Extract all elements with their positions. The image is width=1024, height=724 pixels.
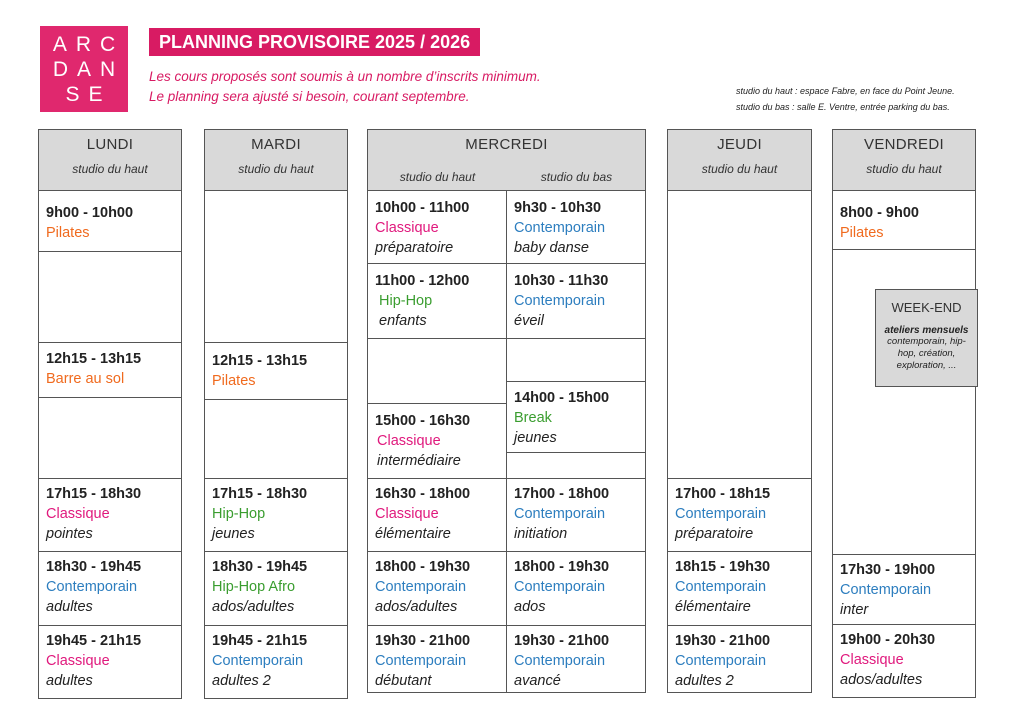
class-level: élémentaire <box>675 599 751 615</box>
slot-cell <box>39 552 181 626</box>
slot-cell <box>368 264 506 339</box>
day-name: MERCREDI <box>465 136 548 153</box>
slot-cell <box>507 382 645 453</box>
class-entry <box>833 203 975 243</box>
studio-label: studio du haut <box>72 162 148 176</box>
class-style: Pilates <box>212 373 256 389</box>
studio-label: studio du haut <box>866 162 942 176</box>
empty-slot <box>205 190 347 343</box>
class-entry <box>39 631 181 691</box>
weekend-description: contemporain, hip-hop, création, exploration, ... <box>887 336 966 371</box>
class-level: ados <box>514 599 546 615</box>
class-time: 18h15 - 19h30 <box>675 559 771 575</box>
class-entry <box>668 631 811 691</box>
info-note-line-2: Le planning sera ajusté si besoin, courant septembre. <box>149 89 470 104</box>
class-style: Classique <box>46 506 110 522</box>
class-entry <box>39 349 181 389</box>
class-style: Classique <box>375 220 439 236</box>
day-column-mardi <box>204 129 348 699</box>
class-entry <box>39 203 181 243</box>
day-column-mercredi <box>367 129 646 693</box>
day-header <box>368 130 645 191</box>
empty-slot <box>507 339 645 382</box>
slot-cell <box>39 343 181 398</box>
day-header <box>668 130 811 191</box>
class-entry <box>507 388 645 448</box>
class-style: Contemporain <box>514 220 606 236</box>
class-entry <box>368 557 506 617</box>
class-style: Contemporain <box>212 653 304 669</box>
slot-cell <box>833 190 975 250</box>
slot-cell <box>507 264 645 339</box>
page-title: PLANNING PROVISOIRE 2025 / 2026 <box>149 28 480 56</box>
class-entry <box>668 484 811 544</box>
class-level: enfants <box>379 313 427 329</box>
class-style: Contemporain <box>375 579 467 595</box>
studio-label: studio du haut <box>701 162 778 176</box>
day-column-lundi <box>38 129 182 699</box>
day-name: JEUDI <box>717 136 762 153</box>
class-style: Classique <box>840 652 904 668</box>
empty-slot <box>668 190 811 479</box>
class-style: Contemporain <box>675 579 767 595</box>
class-style: Hip-Hop Afro <box>212 579 296 595</box>
slot-cell <box>507 190 645 264</box>
slot-cell <box>833 555 975 625</box>
class-level: baby danse <box>514 240 589 256</box>
class-time: 10h30 - 11h30 <box>514 273 609 289</box>
slot-cell <box>668 552 811 626</box>
class-style: Pilates <box>46 225 90 241</box>
class-entry <box>507 484 645 544</box>
class-time: 18h30 - 19h45 <box>46 559 142 575</box>
arcdanse-logo <box>40 26 128 112</box>
slot-cell <box>507 552 645 626</box>
class-level: avancé <box>514 673 561 689</box>
class-style: Contemporain <box>514 293 606 309</box>
class-level: adultes <box>46 599 93 615</box>
studio-label: studio du haut <box>238 162 314 176</box>
slot-cell <box>368 626 506 692</box>
class-entry <box>205 631 347 691</box>
slot-cell <box>368 479 506 552</box>
empty-slot <box>205 400 347 479</box>
class-level: adultes 2 <box>675 673 734 689</box>
class-entry <box>368 484 506 544</box>
class-time: 17h15 - 18h30 <box>46 486 142 502</box>
empty-slot <box>368 339 506 404</box>
slot-cell <box>39 626 181 698</box>
class-level: élémentaire <box>375 526 451 542</box>
slot-cell <box>205 343 347 400</box>
class-level: jeunes <box>212 526 255 542</box>
slot-cell <box>368 190 506 264</box>
class-style: Hip-Hop <box>212 506 266 522</box>
class-entry <box>833 630 975 690</box>
class-style: Classique <box>375 506 439 522</box>
slot-cell <box>833 625 975 697</box>
class-time: 14h00 - 15h00 <box>514 390 610 406</box>
class-level: adultes <box>46 673 93 689</box>
class-level: jeunes <box>514 430 557 446</box>
class-time: 10h00 - 11h00 <box>375 200 470 216</box>
slot-cell <box>368 404 506 478</box>
class-time: 9h30 - 10h30 <box>514 200 602 216</box>
class-level: pointes <box>46 526 93 542</box>
class-entry <box>205 351 347 391</box>
class-level: adultes 2 <box>212 673 271 689</box>
slot-cell <box>39 190 181 252</box>
class-time: 18h00 - 19h30 <box>375 559 471 575</box>
class-entry <box>507 198 645 258</box>
class-entry <box>668 557 811 617</box>
class-time: 9h00 - 10h00 <box>46 205 134 221</box>
class-style: Classique <box>46 653 110 669</box>
class-time: 17h00 - 18h00 <box>514 486 610 502</box>
info-note <box>149 67 541 107</box>
class-entry <box>205 484 347 544</box>
class-style: Hip-Hop <box>379 293 433 309</box>
class-style: Contemporain <box>675 506 767 522</box>
class-style: Classique <box>377 433 441 449</box>
class-entry <box>39 557 181 617</box>
class-time: 19h30 - 21h00 <box>675 633 771 649</box>
slot-cell <box>205 479 347 552</box>
weekend-subtitle: ateliers mensuels <box>884 325 969 336</box>
class-level: inter <box>840 602 869 618</box>
class-level: intermédiaire <box>377 453 461 469</box>
day-header <box>833 130 975 191</box>
day-column-vendredi <box>832 129 976 698</box>
day-name: VENDREDI <box>864 136 944 153</box>
class-style: Break <box>514 410 552 426</box>
class-time: 16h30 - 18h00 <box>375 486 471 502</box>
empty-slot <box>39 398 181 479</box>
class-level: ados/adultes <box>212 599 295 615</box>
day-header <box>39 130 181 191</box>
class-time: 12h15 - 13h15 <box>46 351 142 367</box>
class-entry <box>833 560 975 620</box>
class-time: 19h00 - 20h30 <box>840 632 936 648</box>
class-level: ados/adultes <box>840 672 923 688</box>
class-time: 15h00 - 16h30 <box>375 413 471 429</box>
slot-cell <box>507 479 645 552</box>
day-name: MARDI <box>251 136 301 153</box>
day-column-jeudi <box>667 129 812 693</box>
class-time: 18h30 - 19h45 <box>212 559 308 575</box>
slot-cell <box>368 552 506 626</box>
class-entry <box>39 484 181 544</box>
slot-cell <box>507 626 645 692</box>
class-entry <box>507 557 645 617</box>
info-note-line-1: Les cours proposés sont soumis à un nombre d’inscrits minimum. <box>149 69 541 84</box>
slot-cell <box>205 552 347 626</box>
class-style: Contemporain <box>375 653 467 669</box>
studio-label-bas: studio du bas <box>540 170 613 184</box>
class-entry <box>205 557 347 617</box>
class-level: initiation <box>514 526 568 542</box>
class-style: Contemporain <box>514 506 606 522</box>
class-entry <box>368 631 506 691</box>
slot-cell <box>39 479 181 552</box>
class-time: 19h30 - 21h00 <box>514 633 610 649</box>
day-header <box>205 130 347 191</box>
class-entry <box>368 198 506 258</box>
logo-line-1: ARC <box>52 32 125 56</box>
class-time: 18h00 - 19h30 <box>514 559 610 575</box>
class-time: 17h00 - 18h15 <box>675 486 771 502</box>
class-entry <box>507 631 645 691</box>
slot-cell <box>668 479 811 552</box>
class-time: 8h00 - 9h00 <box>840 205 919 221</box>
class-style: Barre au sol <box>46 371 125 387</box>
class-style: Pilates <box>840 225 884 241</box>
class-style: Contemporain <box>46 579 138 595</box>
day-name: LUNDI <box>86 136 134 153</box>
class-style: Contemporain <box>514 579 606 595</box>
class-style: Contemporain <box>675 653 767 669</box>
class-style: Contemporain <box>514 653 606 669</box>
studio-locations <box>736 83 955 115</box>
logo-line-3: SE <box>65 82 112 106</box>
class-level: ados/adultes <box>375 599 458 615</box>
class-style: Contemporain <box>840 582 932 598</box>
empty-slot <box>39 252 181 343</box>
class-level: préparatoire <box>375 240 454 256</box>
class-time: 17h15 - 18h30 <box>212 486 308 502</box>
weekend-box <box>875 289 978 387</box>
class-time: 11h00 - 12h00 <box>375 273 470 289</box>
slot-cell <box>668 626 811 692</box>
studio-location-bas: studio du bas : salle E. Ventre, entrée parking du bas. <box>736 102 950 112</box>
class-entry <box>368 271 506 331</box>
class-level: préparatoire <box>675 526 754 542</box>
class-time: 19h45 - 21h15 <box>212 633 308 649</box>
studio-location-haut: studio du haut : espace Fabre, en face du Point Jeune. <box>736 86 955 96</box>
class-time: 12h15 - 13h15 <box>212 353 308 369</box>
class-time: 19h30 - 21h00 <box>375 633 471 649</box>
class-level: éveil <box>514 313 544 329</box>
logo-line-2: DAN <box>52 57 125 81</box>
slot-cell <box>205 626 347 698</box>
class-time: 17h30 - 19h00 <box>840 562 936 578</box>
class-level: débutant <box>375 673 432 689</box>
class-entry <box>507 271 645 331</box>
empty-slot <box>507 453 645 479</box>
class-entry <box>368 411 506 471</box>
studio-label-haut: studio du haut <box>399 170 476 184</box>
weekend-title: WEEK-END <box>891 300 962 315</box>
class-time: 19h45 - 21h15 <box>46 633 142 649</box>
